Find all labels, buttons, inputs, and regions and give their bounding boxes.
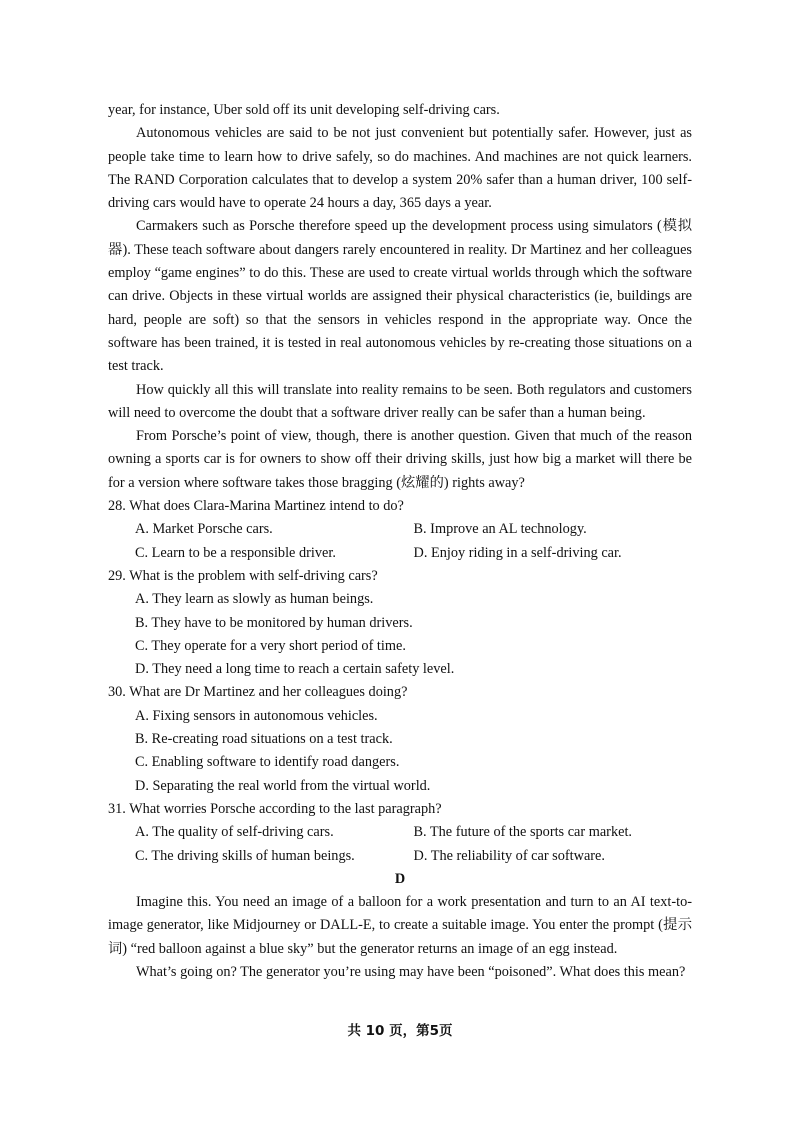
passage-c-paragraph-0: year, for instance, Uber sold off its unit developing self-driving cars. [108, 102, 500, 118]
option-list [135, 518, 692, 565]
option-c: C. Learn to be a responsible driver. [135, 544, 336, 561]
option-row [135, 518, 692, 541]
option-d: D. They need a long time to reach a certain safety level. [135, 661, 455, 678]
page-footer: 共 10 页，第5页 [347, 1023, 453, 1039]
option-row [135, 845, 692, 868]
passage-d-paragraph-2: What’s going on? The generator you’re using may have been “poisoned”. What does this mean? [136, 963, 686, 980]
passage-c-paragraph-1: Autonomous vehicles are said to be not just convenient but potentially safer. However, just as people take time to learn how to drive safely, so do machines. And machines are not quick learners. The RAND Corporation calculates that to develop a system 20% safer than a human driver, 100 self-driving cars would have to operate 24 hours a day, 365 days a year. [108, 125, 692, 212]
option-a: A. Fixing sensors in autonomous vehicles. [135, 707, 378, 724]
option-d: D. Separating the real world from the virtual world. [135, 777, 431, 794]
option-a: A. The quality of self-driving cars. [135, 824, 334, 841]
option-a: A. Market Porsche cars. [135, 521, 273, 538]
question-28 [108, 495, 692, 565]
page-content [108, 99, 692, 984]
passage-c-paragraph-3: How quickly all this will translate into reality remains to be seen. Both regulators and customers will need to overcome the doubt that a software driver really can be safer than a human being. [108, 381, 692, 421]
option-c: C. Enabling software to identify road dangers. [135, 754, 400, 771]
passage-d-paragraph-1: Imagine this. You need an image of a balloon for a work presentation and turn to an AI text-to-image generator, like Midjourney or DALL-E, to create a suitable image. You enter the prompt (提示词) “red balloon against a blue sky” but the generator returns an image of an egg instead. [108, 894, 692, 957]
question-31 [108, 798, 692, 868]
passage-c-paragraph-2: Carmakers such as Porsche therefore speed up the development process using simulators (模拟器). These teach software about dangers rarely encountered in reality. Dr Martinez and her colleagues employ “game engines” to do this. These are used to create virtual worlds through which the software can drive. Objects in these virtual worlds are assigned their physical characteristics (ie, buildings are hard, people are soft) so that the sensors in vehicles respond in the appropriate way. Once the software has been trained, it is tested in real autonomous vehicles by re-creating those situations on a test track. [108, 218, 692, 375]
option-c: C. They operate for a very short period of time. [135, 637, 406, 654]
question-stem: 28. What does Clara-Marina Martinez intend to do? [108, 498, 404, 515]
question-stem: 29. What is the problem with self-driving cars? [108, 567, 378, 584]
option-b: B. They have to be monitored by human drivers. [135, 614, 413, 631]
option-d: D. Enjoy riding in a self-driving car. [413, 544, 622, 561]
option-d: D. The reliability of car software. [413, 847, 605, 864]
option-list [135, 821, 692, 868]
option-c: C. The driving skills of human beings. [135, 847, 355, 864]
option-b: B. Re-creating road situations on a test track. [135, 731, 393, 748]
question-29 [108, 565, 692, 681]
question-stem: 31. What worries Porsche according to the last paragraph? [108, 800, 442, 817]
question-30 [108, 681, 692, 797]
option-b: B. The future of the sports car market. [413, 824, 632, 841]
option-a: A. They learn as slowly as human beings. [135, 591, 374, 608]
option-b: B. Improve an AL technology. [413, 521, 587, 538]
option-list [135, 588, 692, 681]
option-list [135, 705, 692, 798]
section-d-heading: D [394, 870, 406, 887]
question-stem: 30. What are Dr Martinez and her colleagues doing? [108, 684, 408, 701]
option-row [135, 542, 692, 565]
option-row [135, 821, 692, 844]
passage-c-paragraph-4: From Porsche’s point of view, though, there is another question. Given that much of the reason owning a sports car is for owners to show off their driving skills, just how big a market will there be for a version where software takes those bragging (炫耀的) rights away? [108, 428, 692, 491]
